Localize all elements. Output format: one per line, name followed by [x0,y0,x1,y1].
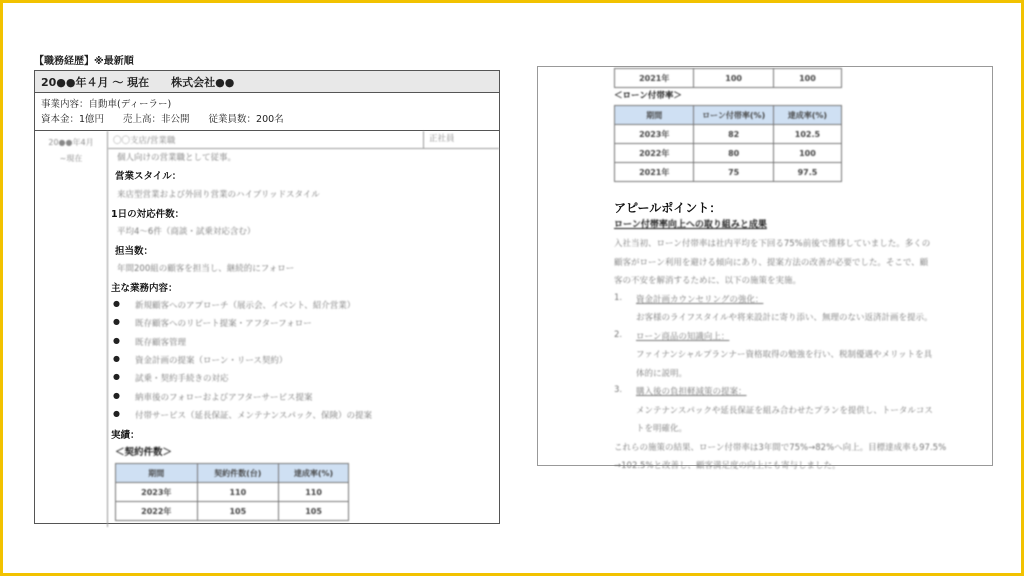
table-cell: 100 [694,69,773,88]
measure-desc: お客様のライフスタイルや将来設計に寄り添い、無理のない返済計画を提示。 [636,313,933,323]
table-row [116,502,349,521]
appeal-title: アピールポイント： [614,201,722,215]
table-row [615,125,842,144]
table-header-row [116,464,349,483]
table-cell: 80 [694,144,773,163]
contracts-table [115,463,349,521]
table-cell: 105 [197,502,279,521]
table-cell: 2023年 [615,125,694,144]
duty-item: 既存顧客管理 [135,337,187,348]
bullet-dot: ● [113,353,120,363]
measure-number: 2. [614,329,623,340]
table-header-cell: 達成率(%) [279,464,349,483]
clients-label: 担当数： [115,246,154,257]
duty-item: 付帯サービス（延長保証、メンテナンスパック、保険）の提案 [135,410,372,421]
table-header-cell: 達成率(%) [773,106,841,125]
table-header-cell: 期間 [615,106,694,125]
table-row [116,483,349,502]
duty-item: 新規顧客へのアプローチ（展示会、イベント、紹介営業） [135,301,356,311]
business-content: 事業内容：自動車(ディーラー) [41,99,172,110]
table-header-cell: 契約件数(台) [197,464,279,483]
measure-desc: ファイナンシャルプランナー資格取得の勉強を行い、税制優遇やメリットを具 [636,350,933,360]
table-cell: 105 [279,502,349,521]
table-cell: 82 [694,125,773,144]
employment-type: 正社員 [423,131,455,148]
sales-style-value: 来店型営業および外回り営業のハイブリッドスタイル [117,190,320,200]
table-header-cell: 期間 [116,464,198,483]
prev-table-row [614,68,842,88]
bullet-dot: ● [113,335,120,345]
measure-desc: トを明確化。 [636,424,688,434]
daily-count-value: 平均4～6件（商談・試乗対応含む） [117,227,256,237]
bullet-dot: ● [113,299,120,308]
bullet-dot: ● [113,390,120,400]
paragraph-line: 顧客がローン利用を避ける傾向にあり、提案方法の改善が必要でした。そこで、顧 [614,257,929,268]
appeal-subtitle: ローン付帯率向上への取り組みと成果 [614,220,767,230]
career-body [34,131,500,524]
measure-desc: メンテナンスパックや延長保証を組み合わせたプランを提供し、トータルコス [636,405,933,416]
main-duties-label: 主な業務内容： [111,283,178,294]
bullet-dot: ● [113,372,120,382]
duty-item: 納車後のフォローおよびアフターサービス提案 [135,392,313,403]
section-title: 【職務経歴】※最新順 [34,56,134,67]
contracts-subtitle: ＜契約件数＞ [115,447,173,458]
conclusion-line: これらの施策の結果、ローン付帯率は3年間で75%→82%へ向上。目標達成率も97.5% [614,442,947,453]
table-cell: 110 [279,483,349,502]
table-cell: 75 [694,163,773,182]
table-row [615,163,842,182]
measure-title: 資金計画カウンセリングの強化： [636,294,764,305]
paragraph-line: 入社当初、ローン付帯率は社内平均を下回る75%前後で推移していました。多くの [614,239,931,249]
table-header-cell: ローン付帯率(%) [694,106,773,125]
company-stats: 資本金：1億円 売上高：非公開 従業員数：200名 [41,114,284,125]
department-row [108,131,499,149]
clients-value: 年間200組の顧客を担当し、継続的にフォロー [117,264,295,274]
table-cell: 2023年 [116,483,198,502]
table-header-row [615,106,842,125]
results-label: 実績： [111,430,140,441]
conclusion-line: →102.5%と改善し、顧客満足度の向上にも寄与しました。 [614,461,841,471]
duty-item: 試乗・契約手続きの対応 [135,374,229,385]
measure-number: 3. [614,385,623,395]
table-cell: 100 [773,144,841,163]
duty-summary: 個人向けの営業職として従事。 [117,153,237,163]
table-cell: 100 [773,69,841,88]
company-header: 20●●年４月 ～ 現在 株式会社●● [34,70,500,93]
table-cell: 2021年 [615,69,694,88]
measure-number: 1. [614,292,623,303]
table-cell: 2022年 [116,502,198,521]
sales-style-label: 営業スタイル： [115,171,182,182]
table-cell: 102.5 [773,125,841,144]
career-history-page [34,52,502,524]
measure-desc: 体的に説明。 [636,368,688,379]
period-start: 20●●年4月 [48,138,94,147]
department: 〇〇支店/営業職 [113,136,176,146]
table-cell: 2022年 [615,144,694,163]
appeal-page [537,66,993,471]
paragraph-line: 客の不安を解消するために、以下の施策を実施。 [614,276,802,286]
table-row [615,144,842,163]
daily-count-label: 1日の対応件数： [111,209,185,220]
period-end: ~現在 [59,154,83,163]
company-info [34,93,500,131]
table-cell: 2021年 [615,163,694,182]
measure-title: ローン商品の知識向上： [636,331,730,342]
measure-title: 購入後の負担軽減策の提案： [636,387,747,397]
duty-item: 資金計画の提案（ローン・リース契約） [135,355,288,366]
table-cell: 97.5 [773,163,841,182]
loan-rate-table [614,105,842,182]
bullet-dot: ● [113,408,120,418]
bullet-dot: ● [113,317,120,327]
period-column [35,131,108,527]
table-row [615,69,842,88]
table-cell: 110 [197,483,279,502]
duty-item: 既存顧客へのリピート提案・アフターフォロー [135,319,312,330]
loan-rate-subtitle: ＜ローン付帯率＞ [614,91,682,101]
